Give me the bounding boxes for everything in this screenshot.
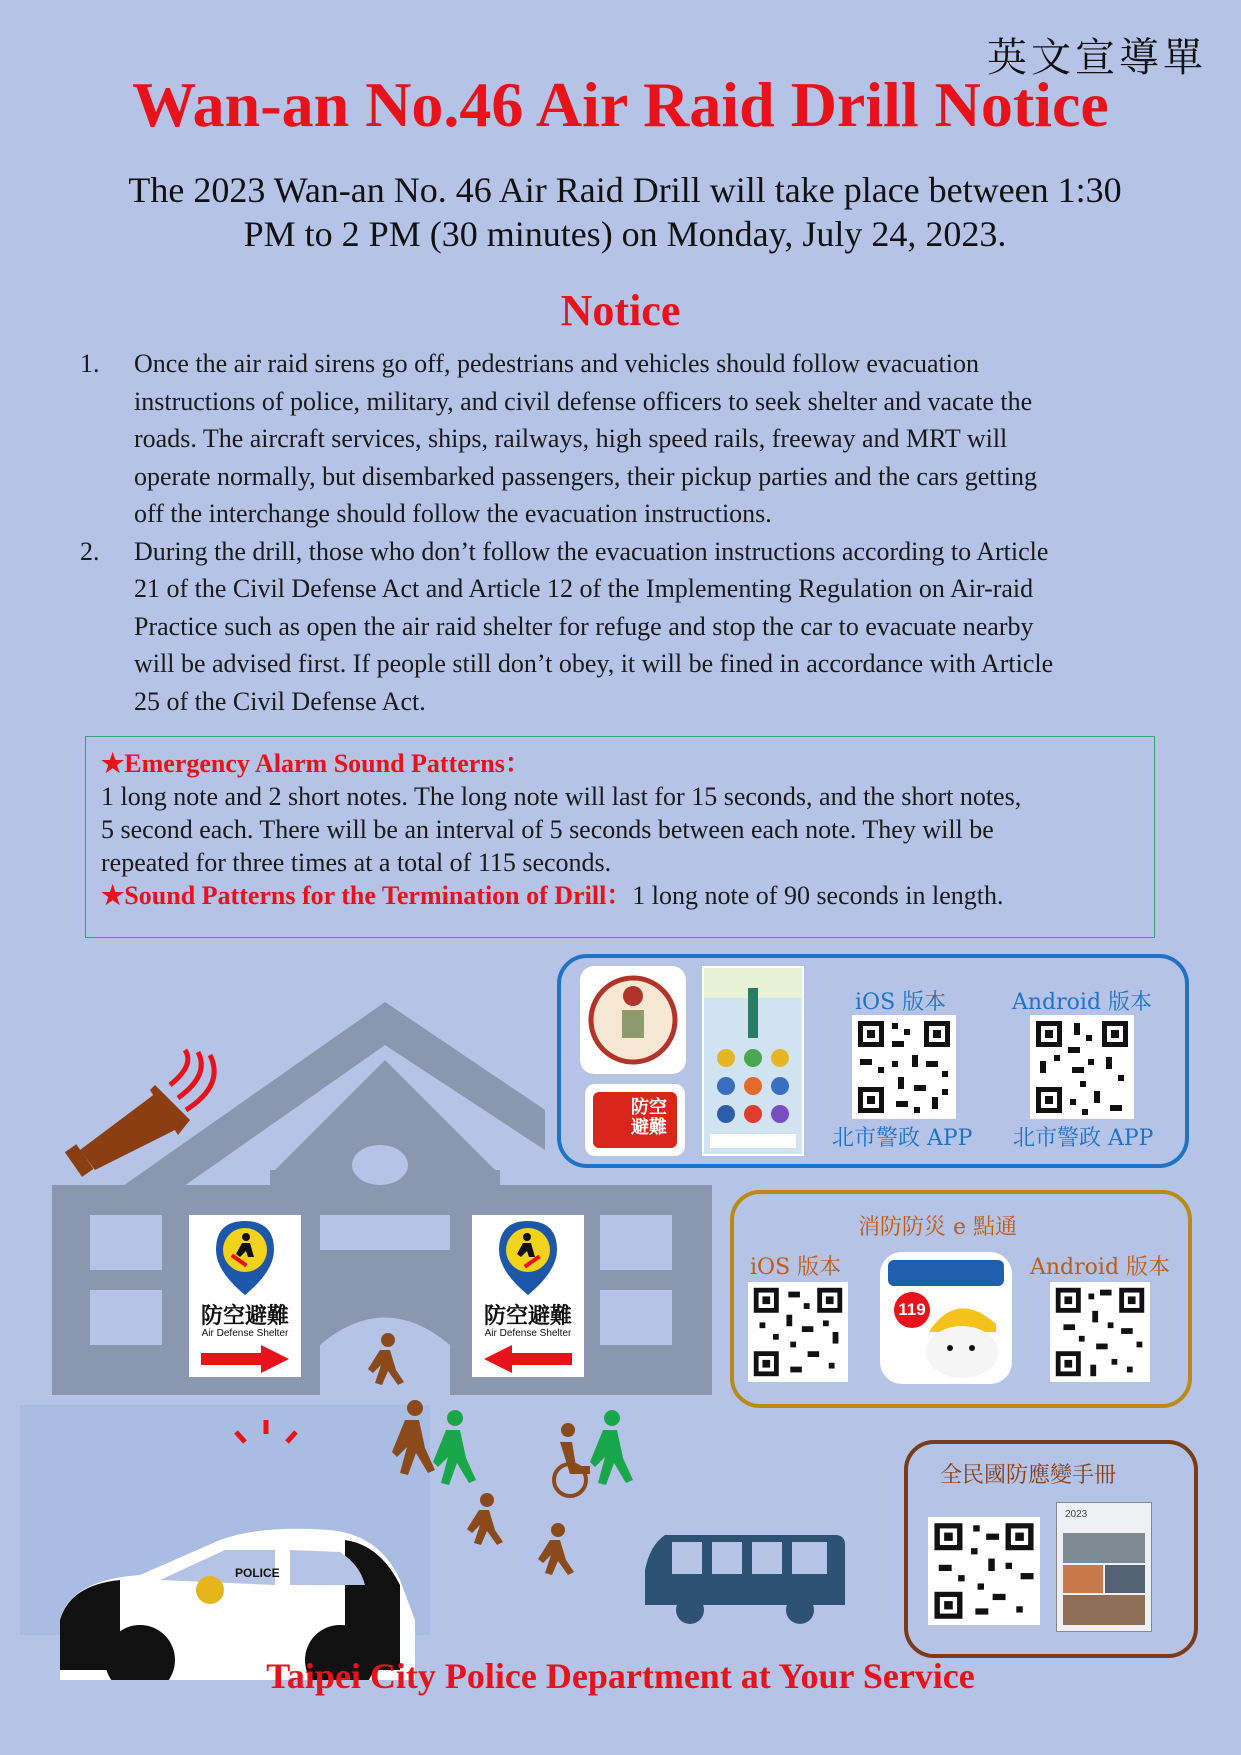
- police-badge-icon: [580, 966, 686, 1074]
- fire-android-label: Android 版本: [1030, 1255, 1171, 1280]
- notice-list: [80, 345, 1180, 720]
- qr-pattern: [852, 1015, 956, 1119]
- fire-ios-label: iOS 版本: [750, 1255, 842, 1280]
- notice-line: instructions of police, military, and civil defense officers to seek shelter and vacate the: [134, 386, 1033, 416]
- shelter-sign-cn: 防空避難: [200, 1304, 289, 1329]
- intro-line: The 2023 Wan-an No. 46 Air Raid Drill will take place between 1:30: [128, 170, 1122, 210]
- page-title: Wan-an No.46 Air Raid Drill Notice: [132, 69, 1109, 140]
- intro-line: PM to 2 PM (30 minutes) on Monday, July 24, 2023.: [243, 214, 1007, 254]
- police-app-name-android: 北市警政 APP: [1013, 1126, 1154, 1151]
- shelter-sign-en: Air Defense Shelter: [201, 1328, 289, 1339]
- notice-line: 25 of the Civil Defense Act.: [134, 686, 426, 716]
- police-car-label: POLICE: [235, 1566, 280, 1580]
- handbook-title: 全民國防應變手冊: [940, 1463, 1117, 1488]
- footer-slogan: Taipei City Police Department at Your Service: [266, 1656, 975, 1696]
- qr-pattern: [928, 1517, 1040, 1625]
- document-tag: 英文宣導單: [987, 35, 1207, 81]
- alarm-line: repeated for three times at a total of 115 seconds.: [101, 848, 612, 877]
- qr-pattern: [1030, 1015, 1134, 1119]
- intro-paragraph: [90, 168, 1160, 256]
- police-android-label: Android 版本: [1012, 990, 1153, 1015]
- qr-code-icon[interactable]: [748, 1282, 848, 1382]
- fire-app-119-badge: 119: [894, 1292, 930, 1328]
- qr-pattern: [1050, 1282, 1150, 1382]
- notice-line: Once the air raid sirens go off, pedestrians and vehicles should follow evacuation: [134, 349, 979, 378]
- app-screenshot-graphic: [704, 968, 802, 1154]
- handbook-cover-photos: [1063, 1533, 1145, 1625]
- termination-line: [101, 879, 1139, 912]
- notice-item: [80, 345, 1180, 533]
- police-emblem: [580, 966, 686, 1074]
- alarm-line: 5 second each. There will be an interval of 5 seconds between each note. They will be: [101, 815, 994, 844]
- qr-code-icon[interactable]: [1030, 1015, 1134, 1119]
- bus-icon: [645, 1535, 845, 1624]
- fire-app-icon[interactable]: [880, 1252, 1012, 1384]
- arrow-left-icon: [484, 1345, 572, 1373]
- notice-line: roads. The aircraft services, ships, railways, high speed rails, freeway and MRT will: [134, 424, 1008, 453]
- qr-code-icon[interactable]: [852, 1015, 956, 1119]
- shelter-badge-icon: [585, 1084, 685, 1156]
- alarm-heading: ★Emergency Alarm Sound Patterns：: [101, 749, 531, 778]
- wheelchair-icon: [554, 1423, 590, 1496]
- alarm-line: 1 long note and 2 short notes. The long note will last for 15 seconds, and the short notes,: [101, 782, 1022, 811]
- shelter-sign-en: Air Defense Shelter: [484, 1328, 572, 1339]
- notice-line: off the interchange should follow the evacuation instructions.: [134, 499, 772, 528]
- fire-app-title: 消防防災 e 點通: [858, 1215, 1018, 1240]
- shelter-sign-cn: 防空避難: [483, 1304, 572, 1329]
- qr-code-icon[interactable]: [928, 1517, 1040, 1625]
- shelter-sign-left: [189, 1215, 301, 1377]
- police-app-name-ios: 北市警政 APP: [832, 1126, 973, 1151]
- notice-item-number: 1.: [80, 349, 100, 378]
- termination-text: 1 long note of 90 seconds in length.: [632, 881, 1004, 910]
- arrow-right-icon: [201, 1345, 289, 1373]
- notice-line: During the drill, those who don’t follow the evacuation instructions according to Article: [134, 536, 1049, 566]
- shelter-pin-icon: [499, 1221, 557, 1295]
- alarm-pattern-box: [85, 736, 1155, 938]
- notice-item: [80, 533, 1180, 721]
- qr-pattern: [748, 1282, 848, 1382]
- handbook-cover-year: 2023: [1065, 1509, 1088, 1520]
- notice-line: will be advised first. If people still don’t obey, it will be fined in accordance with Article: [134, 649, 1054, 678]
- notice-item-number: 2.: [80, 536, 100, 566]
- shelter-pin-icon: [216, 1221, 274, 1295]
- shelter-sign-right: [472, 1215, 584, 1377]
- polar-bear-mascot-icon: [910, 1290, 1006, 1380]
- notice-heading: Notice: [560, 286, 681, 335]
- shelter-badge-text: 防空避難: [631, 1097, 667, 1138]
- app-screenshot: [702, 966, 804, 1156]
- termination-heading: ★Sound Patterns for the Termination of Drill：: [101, 881, 633, 910]
- notice-line: 21 of the Civil Defense Act and Article 12 of the Implementing Regulation on Air-raid: [134, 574, 1034, 603]
- notice-line: Practice such as open the air raid shelter for refuge and stop the car to evacuate nearby: [134, 611, 1034, 641]
- pedestrian-icon: [433, 1410, 633, 1485]
- police-ios-label: iOS 版本: [855, 990, 947, 1015]
- handbook-cover[interactable]: [1056, 1502, 1152, 1632]
- notice-line: operate normally, but disembarked passengers, their pickup parties and the cars getting: [134, 461, 1037, 491]
- qr-code-icon[interactable]: [1050, 1282, 1150, 1382]
